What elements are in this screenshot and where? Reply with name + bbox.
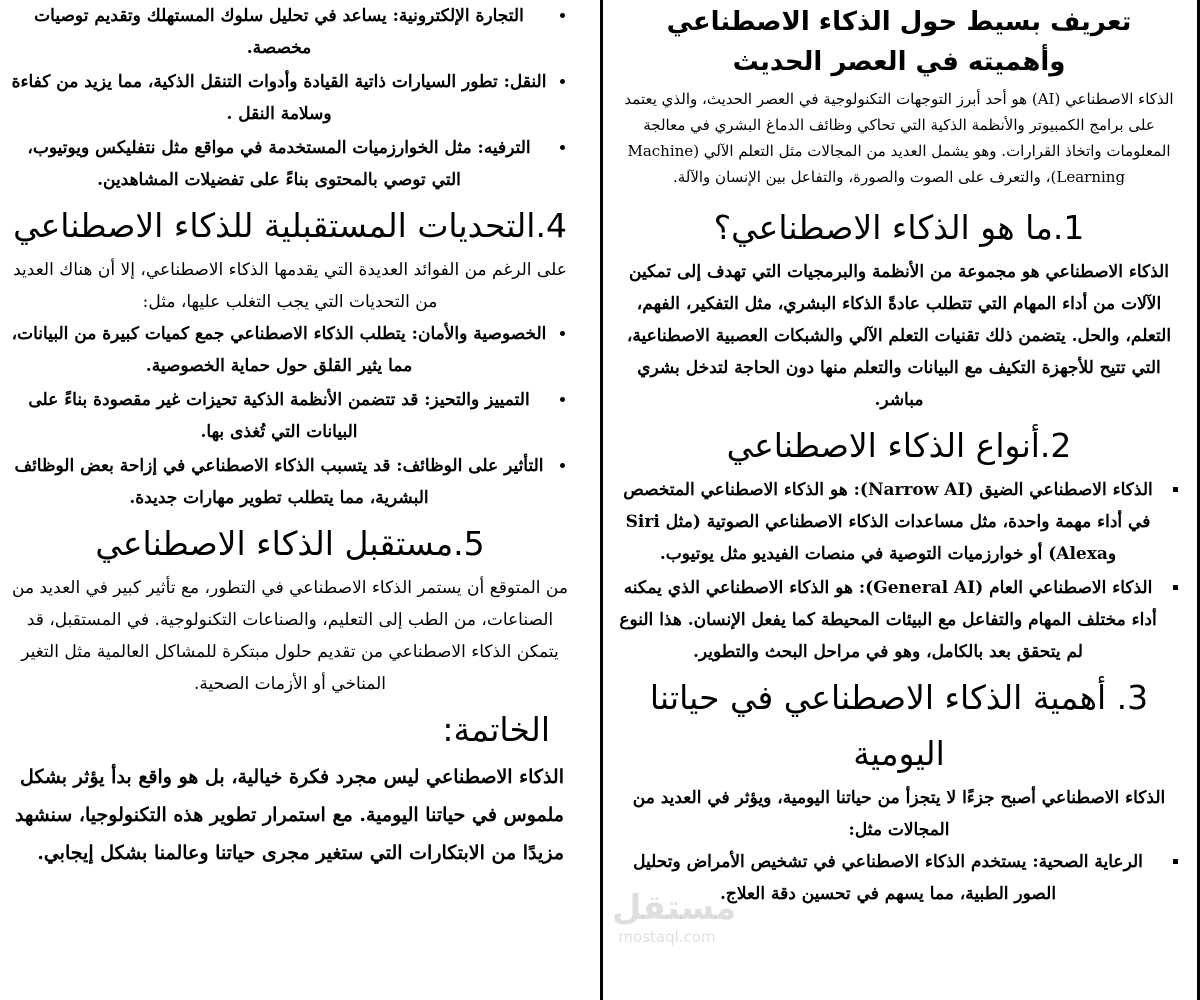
bullet-ecommerce: • التجارة الإلكترونية: يساعد في تحليل سلوك المستهلك وتقديم توصيات مخصصة.: [10, 0, 548, 64]
bullet-healthcare: ▪ الرعاية الصحية: يستخدم الذكاء الاصطناعي في تشخيص الأمراض وتحليل الصور الطبية، مما يسهم في تحسين دقة العلاج.: [615, 846, 1161, 910]
bullet-narrow-ai: ▪ الذكاء الاصطناعي الضيق (Narrow AI): هو الذكاء الاصطناعي المتخصص في أداء مهمة واحدة، مثل مساعدات الذكاء الاصطناعي الصوتية (مثل Siri وAlexa) أو خوارزميات التوصية في منصات الفيديو مثل يوتيوب.: [615, 474, 1161, 570]
section1-heading: 1.ما هو الذكاء الاصطناعي؟: [713, 208, 1085, 247]
conclusion-heading: الخاتمة:: [442, 710, 550, 749]
section3-heading: 3. أهمية الذكاء الاصطناعي في حياتنا اليومية: [649, 678, 1149, 773]
intro-paragraph: الذكاء الاصطناعي (AI) هو أحد أبرز التوجهات التكنولوجية في العصر الحديث، والذي يعتمد على برامج الكمبيوتر والأنظمة الذكية التي تحاكي وظائف الدماغ البشري في معالجة المعلومات واتخاذ القرارات. وهو يشمل العديد من المجالات مثل التعلم الآلي (Machine Learning)، والتعرف على الصوت والصورة، والتفاعل بين الإنسان والآلة.: [624, 90, 1174, 186]
left-column: [0, 0, 598, 1000]
section3-intro: الذكاء الاصطناعي أصبح جزءًا لا يتجزأ من حياتنا اليومية، ويؤثر في العديد من المجالات مثل:: [632, 788, 1166, 840]
section3-bullet-list: [615, 846, 1183, 910]
right-column: [600, 0, 1200, 1000]
section1-text: الذكاء الاصطناعي هو مجموعة من الأنظمة والبرمجيات التي تهدف إلى تمكين الآلات من أداء المهام التي تتطلب عادةً الذكاء البشري، مثل التفكير، الفهم، التعلم، والحل. يتضمن ذلك تقنيات التعلم الآلي والشبكات العصبية الاصطناعية، التي تتيح للأجهزة التكيف مع البيانات والتعلم منها دون الحاجة لتدخل بشري مباشر.: [626, 262, 1172, 410]
bullet-privacy: • الخصوصية والأمان: يتطلب الذكاء الاصطناعي جمع كميات كبيرة من البيانات، مما يثير القلق حول حماية الخصوصية.: [10, 318, 548, 382]
section4-heading: 4.التحديات المستقبلية للذكاء الاصطناعي: [13, 206, 567, 245]
section2-bullet-list: [615, 474, 1183, 668]
section2-heading: 2.أنواع الذكاء الاصطناعي: [726, 426, 1072, 465]
section4-bullet-list: [10, 318, 570, 514]
section5-heading: 5.مستقبل الذكاء الاصطناعي: [95, 524, 485, 563]
bullet-jobs: • التأثير على الوظائف: قد يتسبب الذكاء الاصطناعي في إزاحة بعض الوظائف البشرية، مما يتطلب تطوير مهارات جديدة.: [10, 450, 548, 514]
bullet-general-ai: ▪ الذكاء الاصطناعي العام (General AI): هو الذكاء الاصطناعي الذي يمكنه أداء مختلف المهام والتفاعل مع البيئات المحيطة كما يفعل الإنسان. هذا النوع لم يتحقق بعد بالكامل، وهو في مراحل البحث والتطوير.: [615, 572, 1161, 668]
top-bullet-list: [10, 0, 570, 196]
section5-text: من المتوقع أن يستمر الذكاء الاصطناعي في التطور، مع تأثير كبير في العديد من الصناعات، من الطب إلى التعليم، والصناعات التكنولوجية. في المستقبل، قد يتمكن الذكاء الاصطناعي من تقديم حلول مبتكرة للمشاكل العالمية مثل التغير المناخي أو الأزمات الصحية.: [12, 578, 568, 694]
bullet-entertainment: • الترفيه: مثل الخوارزميات المستخدمة في مواقع مثل نتفليكس ويوتيوب، التي توصي بالمحتوى بناءً على تفضيلات المشاهدين.: [10, 132, 548, 196]
bullet-bias: • التمييز والتحيز: قد تتضمن الأنظمة الذكية تحيزات غير مقصودة بناءً على البيانات التي تُغذى بها.: [10, 384, 548, 448]
section4-intro: على الرغم من الفوائد العديدة التي يقدمها الذكاء الاصطناعي، إلا أن هناك العديد من التحديات التي يجب التغلب عليها، مثل:: [13, 260, 567, 312]
watermark-site: mostaql.com: [618, 928, 716, 946]
watermark-logo: مستقل: [612, 888, 737, 928]
page-title: تعريف بسيط حول الذكاء الاصطناعي وأهميته في العصر الحديث: [666, 7, 1132, 77]
conclusion-text: الذكاء الاصطناعي ليس مجرد فكرة خيالية، بل هو واقع بدأ يؤثر بشكل ملموس في حياتنا اليومية. مع استمرار تطوير هذه التكنولوجيا، سنشهد مزيدًا من الابتكارات التي ستغير مجرى حياتنا وعالمنا بشكل إيجابي.: [14, 766, 564, 864]
bullet-transport: • النقل: تطور السيارات ذاتية القيادة وأدوات التنقل الذكية، مما يزيد من كفاءة وسلامة النقل .: [10, 66, 548, 130]
